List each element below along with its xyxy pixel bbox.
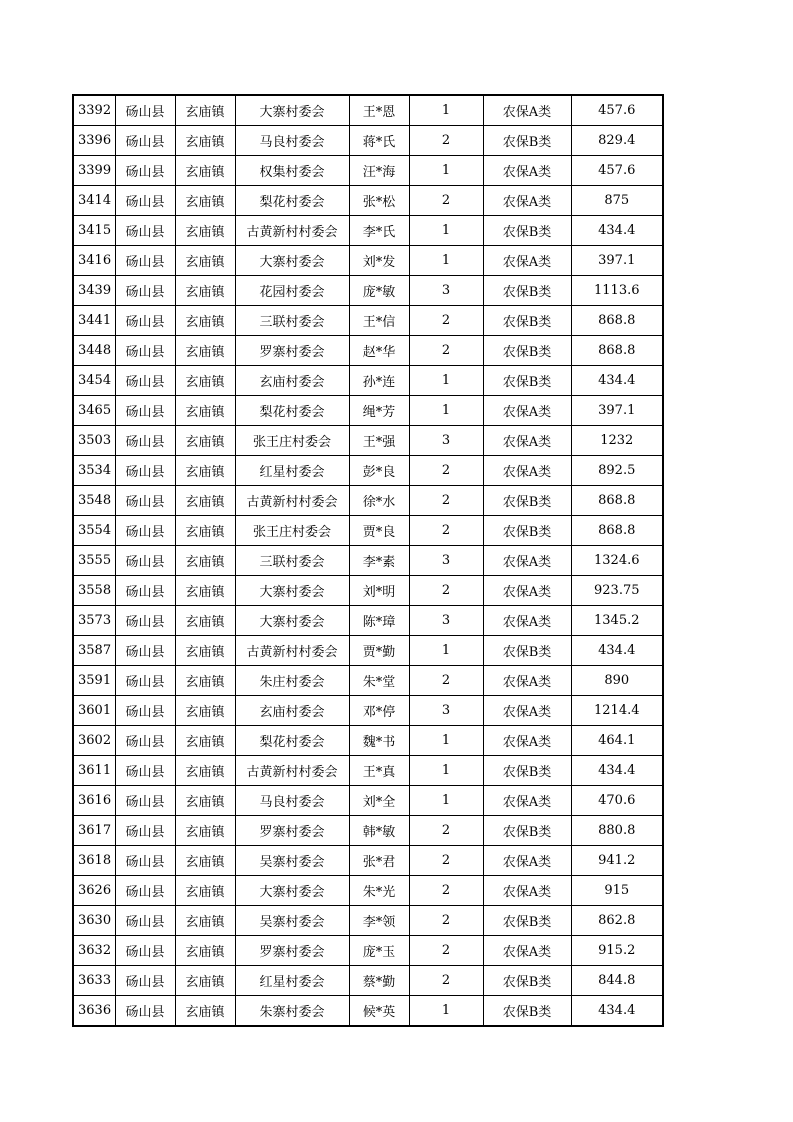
table-row [73,336,663,366]
village-committee-cell: 花园村委会 [235,276,349,306]
town-cell: 玄庙镇 [175,246,235,276]
county-cell: 砀山县 [115,576,175,606]
household-count-cell: 2 [409,666,483,696]
person-name-cell: 刘*明 [349,576,409,606]
insurance-category-cell: 农保A类 [483,156,571,186]
amount-cell: 868.8 [571,336,663,366]
town-cell: 玄庙镇 [175,996,235,1027]
insurance-category-cell: 农保B类 [483,336,571,366]
county-cell: 砀山县 [115,486,175,516]
person-name-cell: 张*松 [349,186,409,216]
village-committee-cell: 罗寨村委会 [235,936,349,966]
amount-cell: 1345.2 [571,606,663,636]
record-id-cell: 3548 [73,486,115,516]
record-id-cell: 3618 [73,846,115,876]
amount-cell: 457.6 [571,156,663,186]
household-count-cell: 3 [409,546,483,576]
village-committee-cell: 大寨村委会 [235,606,349,636]
county-cell: 砀山县 [115,666,175,696]
table-row [73,786,663,816]
amount-cell: 434.4 [571,366,663,396]
person-name-cell: 贾*勤 [349,636,409,666]
county-cell: 砀山县 [115,756,175,786]
insurance-category-cell: 农保A类 [483,666,571,696]
town-cell: 玄庙镇 [175,726,235,756]
person-name-cell: 贾*良 [349,516,409,546]
person-name-cell: 韩*敏 [349,816,409,846]
table-row [73,95,663,126]
amount-cell: 868.8 [571,486,663,516]
table-row [73,126,663,156]
town-cell: 玄庙镇 [175,306,235,336]
person-name-cell: 绳*芳 [349,396,409,426]
household-count-cell: 2 [409,906,483,936]
county-cell: 砀山县 [115,906,175,936]
record-id-cell: 3399 [73,156,115,186]
town-cell: 玄庙镇 [175,456,235,486]
county-cell: 砀山县 [115,966,175,996]
household-count-cell: 3 [409,696,483,726]
amount-cell: 915.2 [571,936,663,966]
record-id-cell: 3454 [73,366,115,396]
table-row [73,426,663,456]
record-id-cell: 3636 [73,996,115,1027]
town-cell: 玄庙镇 [175,876,235,906]
village-committee-cell: 大寨村委会 [235,576,349,606]
village-committee-cell: 红星村委会 [235,456,349,486]
village-committee-cell: 玄庙村委会 [235,696,349,726]
amount-cell: 829.4 [571,126,663,156]
person-name-cell: 孙*连 [349,366,409,396]
amount-cell: 868.8 [571,306,663,336]
county-cell: 砀山县 [115,546,175,576]
town-cell: 玄庙镇 [175,186,235,216]
household-count-cell: 1 [409,366,483,396]
household-count-cell: 2 [409,576,483,606]
county-cell: 砀山县 [115,95,175,126]
amount-cell: 434.4 [571,996,663,1027]
record-id-cell: 3591 [73,666,115,696]
county-cell: 砀山县 [115,336,175,366]
village-committee-cell: 三联村委会 [235,306,349,336]
town-cell: 玄庙镇 [175,696,235,726]
village-committee-cell: 马良村委会 [235,126,349,156]
insurance-category-cell: 农保A类 [483,95,571,126]
village-committee-cell: 张王庄村委会 [235,426,349,456]
record-id-cell: 3555 [73,546,115,576]
county-cell: 砀山县 [115,186,175,216]
village-committee-cell: 梨花村委会 [235,396,349,426]
person-name-cell: 徐*水 [349,486,409,516]
amount-cell: 470.6 [571,786,663,816]
amount-cell: 434.4 [571,636,663,666]
amount-cell: 1324.6 [571,546,663,576]
insurance-category-cell: 农保A类 [483,696,571,726]
insurance-category-cell: 农保A类 [483,546,571,576]
amount-cell: 892.5 [571,456,663,486]
county-cell: 砀山县 [115,426,175,456]
table-row [73,816,663,846]
county-cell: 砀山县 [115,126,175,156]
person-name-cell: 李*素 [349,546,409,576]
record-id-cell: 3441 [73,306,115,336]
village-committee-cell: 三联村委会 [235,546,349,576]
county-cell: 砀山县 [115,816,175,846]
insurance-category-cell: 农保A类 [483,396,571,426]
village-committee-cell: 古黄新村村委会 [235,486,349,516]
village-committee-cell: 马良村委会 [235,786,349,816]
table-row [73,846,663,876]
person-name-cell: 刘*发 [349,246,409,276]
table-row [73,966,663,996]
insurance-category-cell: 农保A类 [483,846,571,876]
insurance-category-cell: 农保A类 [483,786,571,816]
record-id-cell: 3439 [73,276,115,306]
county-cell: 砀山县 [115,996,175,1027]
insurance-category-cell: 农保B类 [483,516,571,546]
village-committee-cell: 梨花村委会 [235,186,349,216]
amount-cell: 1232 [571,426,663,456]
village-committee-cell: 罗寨村委会 [235,336,349,366]
village-committee-cell: 吴寨村委会 [235,906,349,936]
town-cell: 玄庙镇 [175,546,235,576]
table-row [73,636,663,666]
county-cell: 砀山县 [115,366,175,396]
table-row [73,606,663,636]
town-cell: 玄庙镇 [175,486,235,516]
village-committee-cell: 古黄新村村委会 [235,756,349,786]
insurance-category-cell: 农保A类 [483,246,571,276]
village-committee-cell: 张王庄村委会 [235,516,349,546]
insurance-category-cell: 农保A类 [483,876,571,906]
county-cell: 砀山县 [115,936,175,966]
person-name-cell: 王*强 [349,426,409,456]
household-count-cell: 2 [409,486,483,516]
amount-cell: 397.1 [571,246,663,276]
county-cell: 砀山县 [115,606,175,636]
town-cell: 玄庙镇 [175,366,235,396]
table-row [73,246,663,276]
village-committee-cell: 玄庙村委会 [235,366,349,396]
record-id-cell: 3617 [73,816,115,846]
town-cell: 玄庙镇 [175,336,235,366]
county-cell: 砀山县 [115,696,175,726]
village-committee-cell: 大寨村委会 [235,246,349,276]
county-cell: 砀山县 [115,786,175,816]
table-row [73,726,663,756]
amount-cell: 862.8 [571,906,663,936]
record-id-cell: 3611 [73,756,115,786]
table-row [73,156,663,186]
insurance-category-cell: 农保B类 [483,276,571,306]
table-row [73,666,663,696]
household-count-cell: 2 [409,966,483,996]
amount-cell: 1113.6 [571,276,663,306]
record-id-cell: 3616 [73,786,115,816]
village-committee-cell: 大寨村委会 [235,876,349,906]
household-count-cell: 2 [409,846,483,876]
table-row [73,396,663,426]
household-count-cell: 1 [409,726,483,756]
amount-cell: 1214.4 [571,696,663,726]
person-name-cell: 庞*玉 [349,936,409,966]
town-cell: 玄庙镇 [175,396,235,426]
table-body [73,95,663,1026]
person-name-cell: 魏*书 [349,726,409,756]
person-name-cell: 汪*海 [349,156,409,186]
table-row [73,186,663,216]
household-count-cell: 2 [409,816,483,846]
town-cell: 玄庙镇 [175,816,235,846]
record-id-cell: 3632 [73,936,115,966]
insurance-category-cell: 农保A类 [483,936,571,966]
household-count-cell: 1 [409,156,483,186]
amount-cell: 868.8 [571,516,663,546]
town-cell: 玄庙镇 [175,276,235,306]
village-committee-cell: 权集村委会 [235,156,349,186]
person-name-cell: 刘*全 [349,786,409,816]
household-count-cell: 1 [409,636,483,666]
village-committee-cell: 古黄新村村委会 [235,216,349,246]
household-count-cell: 3 [409,426,483,456]
town-cell: 玄庙镇 [175,156,235,186]
household-count-cell: 1 [409,216,483,246]
county-cell: 砀山县 [115,396,175,426]
county-cell: 砀山县 [115,636,175,666]
amount-cell: 875 [571,186,663,216]
village-committee-cell: 梨花村委会 [235,726,349,756]
person-name-cell: 陈*璋 [349,606,409,636]
amount-cell: 844.8 [571,966,663,996]
person-name-cell: 李*氏 [349,216,409,246]
person-name-cell: 蒋*氏 [349,126,409,156]
table-row [73,696,663,726]
amount-cell: 434.4 [571,216,663,246]
household-count-cell: 2 [409,186,483,216]
town-cell: 玄庙镇 [175,666,235,696]
county-cell: 砀山县 [115,276,175,306]
insurance-category-cell: 农保B类 [483,816,571,846]
insurance-category-cell: 农保B类 [483,216,571,246]
county-cell: 砀山县 [115,846,175,876]
person-name-cell: 庞*敏 [349,276,409,306]
village-committee-cell: 古黄新村村委会 [235,636,349,666]
table-row [73,366,663,396]
record-id-cell: 3414 [73,186,115,216]
insurance-category-cell: 农保B类 [483,366,571,396]
amount-cell: 880.8 [571,816,663,846]
town-cell: 玄庙镇 [175,95,235,126]
town-cell: 玄庙镇 [175,936,235,966]
record-id-cell: 3601 [73,696,115,726]
table-row [73,486,663,516]
household-count-cell: 1 [409,396,483,426]
table-row [73,306,663,336]
village-committee-cell: 罗寨村委会 [235,816,349,846]
county-cell: 砀山县 [115,216,175,246]
record-id-cell: 3554 [73,516,115,546]
county-cell: 砀山县 [115,876,175,906]
insurance-category-cell: 农保A类 [483,606,571,636]
village-committee-cell: 红星村委会 [235,966,349,996]
town-cell: 玄庙镇 [175,126,235,156]
record-id-cell: 3534 [73,456,115,486]
person-name-cell: 候*英 [349,996,409,1027]
insurance-category-cell: 农保A类 [483,456,571,486]
insurance-category-cell: 农保B类 [483,636,571,666]
person-name-cell: 朱*光 [349,876,409,906]
table-row [73,876,663,906]
person-name-cell: 蔡*勤 [349,966,409,996]
record-id-cell: 3602 [73,726,115,756]
village-committee-cell: 吴寨村委会 [235,846,349,876]
village-committee-cell: 大寨村委会 [235,95,349,126]
town-cell: 玄庙镇 [175,426,235,456]
household-count-cell: 2 [409,456,483,486]
town-cell: 玄庙镇 [175,846,235,876]
town-cell: 玄庙镇 [175,756,235,786]
table-row [73,276,663,306]
insurance-category-cell: 农保A类 [483,726,571,756]
table-row [73,906,663,936]
person-name-cell: 邓*停 [349,696,409,726]
household-count-cell: 2 [409,336,483,366]
person-name-cell: 张*君 [349,846,409,876]
table-row [73,546,663,576]
record-id-cell: 3503 [73,426,115,456]
household-count-cell: 2 [409,936,483,966]
record-id-cell: 3465 [73,396,115,426]
amount-cell: 915 [571,876,663,906]
table-row [73,456,663,486]
household-count-cell: 1 [409,246,483,276]
county-cell: 砀山县 [115,726,175,756]
person-name-cell: 王*真 [349,756,409,786]
insurance-category-cell: 农保B类 [483,906,571,936]
household-count-cell: 2 [409,306,483,336]
record-id-cell: 3416 [73,246,115,276]
insurance-category-cell: 农保B类 [483,756,571,786]
insurance-category-cell: 农保A类 [483,426,571,456]
county-cell: 砀山县 [115,156,175,186]
record-id-cell: 3587 [73,636,115,666]
insurance-category-cell: 农保B类 [483,996,571,1027]
amount-cell: 464.1 [571,726,663,756]
household-count-cell: 1 [409,786,483,816]
amount-cell: 890 [571,666,663,696]
record-id-cell: 3573 [73,606,115,636]
household-count-cell: 1 [409,996,483,1027]
village-committee-cell: 朱寨村委会 [235,996,349,1027]
assistance-table [72,94,664,1027]
amount-cell: 457.6 [571,95,663,126]
household-count-cell: 1 [409,756,483,786]
town-cell: 玄庙镇 [175,606,235,636]
table-row [73,756,663,786]
table-row [73,996,663,1027]
table-row [73,216,663,246]
household-count-cell: 2 [409,126,483,156]
county-cell: 砀山县 [115,246,175,276]
household-count-cell: 3 [409,606,483,636]
household-count-cell: 1 [409,95,483,126]
town-cell: 玄庙镇 [175,636,235,666]
table-row [73,516,663,546]
household-count-cell: 2 [409,876,483,906]
amount-cell: 941.2 [571,846,663,876]
insurance-category-cell: 农保B类 [483,306,571,336]
town-cell: 玄庙镇 [175,906,235,936]
insurance-category-cell: 农保A类 [483,186,571,216]
insurance-category-cell: 农保B类 [483,486,571,516]
household-count-cell: 2 [409,516,483,546]
county-cell: 砀山县 [115,456,175,486]
town-cell: 玄庙镇 [175,216,235,246]
town-cell: 玄庙镇 [175,966,235,996]
table-row [73,936,663,966]
person-name-cell: 朱*堂 [349,666,409,696]
insurance-category-cell: 农保A类 [483,576,571,606]
person-name-cell: 王*信 [349,306,409,336]
town-cell: 玄庙镇 [175,576,235,606]
amount-cell: 923.75 [571,576,663,606]
record-id-cell: 3415 [73,216,115,246]
record-id-cell: 3392 [73,95,115,126]
county-cell: 砀山县 [115,306,175,336]
record-id-cell: 3396 [73,126,115,156]
village-committee-cell: 朱庄村委会 [235,666,349,696]
person-name-cell: 李*领 [349,906,409,936]
record-id-cell: 3558 [73,576,115,606]
person-name-cell: 赵*华 [349,336,409,366]
amount-cell: 397.1 [571,396,663,426]
town-cell: 玄庙镇 [175,786,235,816]
amount-cell: 434.4 [571,756,663,786]
record-id-cell: 3448 [73,336,115,366]
town-cell: 玄庙镇 [175,516,235,546]
person-name-cell: 彭*良 [349,456,409,486]
table-row [73,576,663,606]
record-id-cell: 3633 [73,966,115,996]
county-cell: 砀山县 [115,516,175,546]
insurance-category-cell: 农保B类 [483,126,571,156]
person-name-cell: 王*恩 [349,95,409,126]
record-id-cell: 3626 [73,876,115,906]
household-count-cell: 3 [409,276,483,306]
insurance-category-cell: 农保B类 [483,966,571,996]
record-id-cell: 3630 [73,906,115,936]
